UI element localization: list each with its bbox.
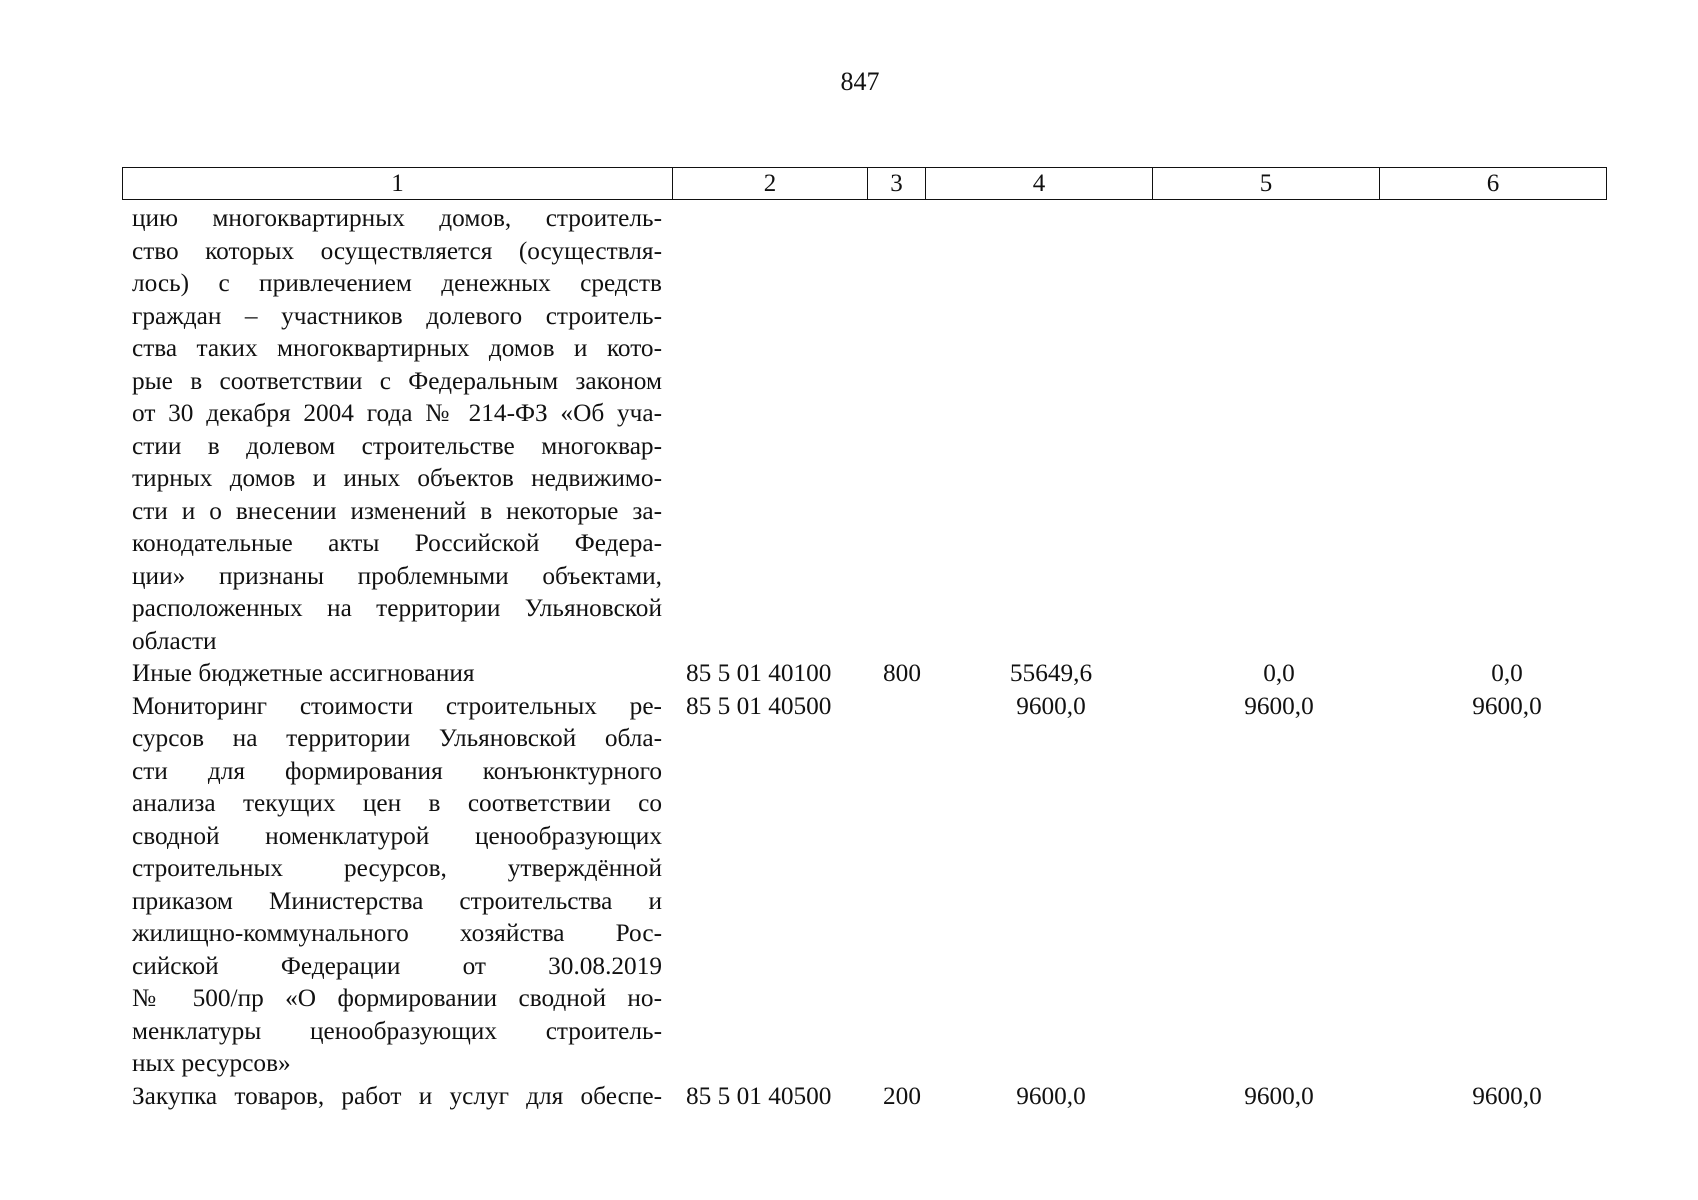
row-text-line: сти для формирования конъюнктурного [132, 756, 662, 785]
row-text-line: тирных домов и иных объектов недвижимо- [132, 464, 662, 492]
row-text-line: № 500/пр «О формировании сводной но- [132, 984, 662, 1012]
row-value-c5: 9600,0 [1244, 1081, 1314, 1110]
row-text-line: строительных ресурсов, утверждённой [132, 854, 662, 882]
row-value-c4: 9600,0 [1016, 691, 1086, 720]
header-col-3: 3 [868, 168, 926, 199]
row-text-line: ции» признаны проблемными объектами, [132, 561, 662, 590]
row-value-code: 85 5 01 40500 [686, 1081, 832, 1110]
row-text-line: граждан – участников долевого строитель- [132, 301, 662, 330]
row-value-c5: 0,0 [1263, 659, 1295, 687]
row-text-line: анализа текущих цен в соответствии со [132, 789, 662, 817]
row-value-c4: 9600,0 [1016, 1081, 1086, 1110]
row-value-c6: 9600,0 [1472, 691, 1542, 720]
row-value-code: 85 5 01 40100 [686, 659, 832, 687]
row-text-line: от 30 декабря 2004 года № 214-ФЗ «Об уча- [132, 399, 662, 427]
row-value-code: 85 5 01 40500 [686, 691, 832, 720]
row-value-c5: 9600,0 [1244, 691, 1314, 720]
header-col-6: 6 [1486, 170, 1500, 197]
table-body [132, 202, 1542, 1112]
header-col-4: 4 [926, 168, 1153, 199]
table-row [132, 690, 1542, 1080]
row-text-line: ных ресурсов» [132, 1049, 291, 1077]
row-value-c6: 0,0 [1491, 659, 1523, 687]
table-header [122, 167, 1607, 200]
row-text-line: сводной номенклатурой ценообразующих [132, 821, 662, 850]
row-text-line: области [132, 626, 217, 655]
row-text-line: Иные бюджетные ассигнования [132, 659, 475, 687]
table-row [132, 202, 662, 657]
row-text-line: сийской Федерации от 30.08.2019 [132, 951, 662, 980]
row-text-line: лось) с привлечением денежных средств [132, 269, 662, 297]
row-text-line: цию многоквартирных домов, строитель- [132, 204, 662, 232]
table-row [132, 1080, 1542, 1113]
row-text-line: сурсов на территории Ульяновской обла- [132, 724, 662, 752]
header-col-5: 5 [1153, 168, 1380, 199]
row-text-line: ство которых осуществляется (осуществля- [132, 236, 662, 265]
table-row [132, 657, 1523, 690]
row-value-c4: 55649,6 [1009, 659, 1093, 687]
row-text-line: менклатуры ценообразующих строитель- [132, 1016, 662, 1045]
row-text-line: конодательные акты Российской Федера- [132, 529, 662, 557]
header-col-1: 1 [123, 168, 673, 199]
row-text-line: Закупка товаров, работ и услуг для обеспе- [132, 1081, 662, 1110]
row-value-vr: 800 [883, 659, 921, 687]
row-text-line: жилищно-коммунального хозяйства Рос- [132, 919, 662, 947]
row-value-c6: 9600,0 [1472, 1081, 1542, 1110]
row-text-line: приказом Министерства строительства и [132, 886, 662, 915]
row-text-line: ства таких многоквартирных домов и кото- [132, 334, 662, 362]
row-text-line: Мониторинг стоимости строительных ре- [132, 691, 662, 720]
header-col-2: 2 [673, 168, 868, 199]
page-number: 847 [840, 67, 880, 96]
row-text-line: стии в долевом строительстве многоквар- [132, 431, 662, 460]
row-text-line: сти и о внесении изменений в некоторые за- [132, 496, 662, 525]
row-text-line: рые в соответствии с Федеральным законом [132, 366, 662, 395]
row-text-line: расположенных на территории Ульяновской [132, 594, 662, 622]
row-value-vr: 200 [883, 1081, 921, 1110]
